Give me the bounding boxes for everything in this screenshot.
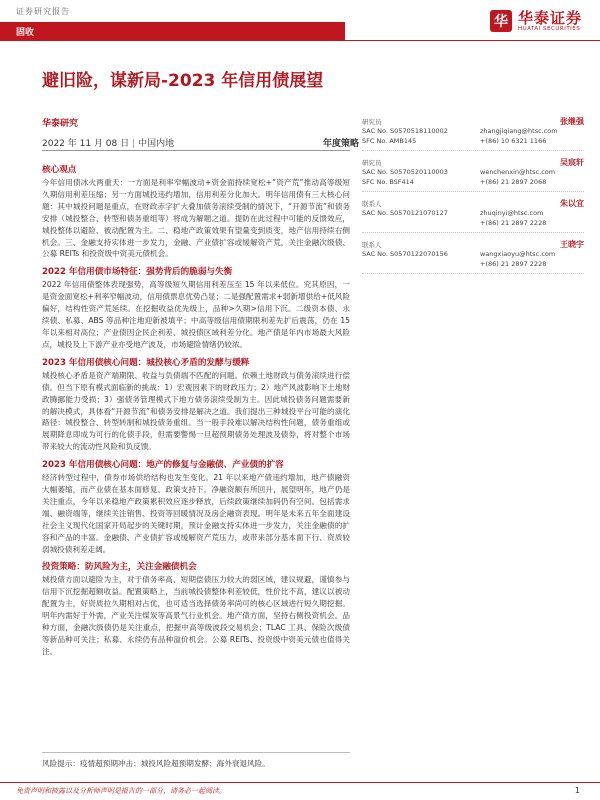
- analyst-phone: +(86) 21 2897 2228: [480, 219, 547, 227]
- section-title: 投资策略：防风险为主，关注金融债机会: [42, 562, 197, 573]
- section-text: 城投核心矛盾是资产端期限、收益与负债端不匹配的问题。依赖土地财政与债务滚续进行偿债。但当下原有模式面临新的挑战：1）宏观因素下的财政压力；2）地产风波影响下土地财政腾挪能力受损；3）强债务管理模式下地方债务滚续受制为主。因此城投债务问题需要新的解决模式，具体看“开源节流”和债务安排是解决之道。我们提出三种城投平台可能的演化路径：城投整合、转型转制和城投债务重组。当一般手段难以解决结构性问题，债务重组或展期降息即成为可行的化债手段，但需要警惕一旦超预期债务处理波及债券，将对整个市场带来较大的流动性风险和负反馈。: [42, 370, 350, 452]
- analyst-name: 吴宸轩: [560, 158, 584, 167]
- section-title: 2023 年信用债核心问题：地产的修复与金融债、产业债的扩容: [42, 460, 284, 471]
- disclaimer-footer: 免责声明和披露以及分析师声明是报告的一部分，请务必一起阅读。: [16, 787, 226, 795]
- risk-warning: 风险提示：疫情超预期冲击；城投风险超预期发酵；海外衰退风险。: [42, 759, 270, 768]
- analyst-name: 张继强: [560, 117, 584, 126]
- brand-logo: [490, 10, 582, 32]
- category-bar: [0, 22, 345, 40]
- analyst-phone: +(86) 21 2897 2228: [480, 260, 547, 268]
- category-label: 固收: [16, 28, 35, 38]
- analyst-phone: +(86) 21 2897 2068: [480, 178, 547, 186]
- analyst-card: [362, 115, 584, 151]
- analyst-name: 朱以宜: [560, 199, 584, 208]
- analyst-card: [362, 156, 584, 192]
- section-title: 核心观点: [42, 165, 77, 175]
- analyst-email[interactable]: wangxiaoyu@htsc.com: [480, 250, 556, 258]
- analyst-role: 联系人: [362, 200, 382, 208]
- analyst-cert: SAC No. S0570520110003: [362, 168, 448, 176]
- section-text: 2022 年信用债整体表现强势，高等级短久期信用利差压至 15 年以来低位。究其原因，一是资金面宽松+利率窄幅波动，信用债票息优势凸显；二是强配置需求+弱新增供给+低风险偏好，结构性资产荒延续。在挖掘收益优先级上，品种>久期>信用下沉。二级资本债、永续债、私募、ABS 等品种注地迎新被填平；中高等级信用债期限利差先扩后震荡，仍在 15 年以来相对高位；产业债因企民企利差、城投债区域利差分化。地产债是年内市场最大风险点，城投及上下游产业亦受地产波及，市场避险情绪仍较浓。: [42, 280, 350, 349]
- report-body: [42, 160, 350, 658]
- footer-divider: [0, 782, 600, 783]
- report-title: 避旧险，谋新局-2023 年信用债展望: [42, 71, 324, 91]
- section-text: 城投债方面以避险为主，对于债务率高、短期偿债压力较大的弱区域，建议规避，谨慎参与信用下沉挖掘超额收益。配置策略上，当前城投债整体利差较低，性价比不高，建议以被动配置为主，好资质拉久期相对占优，也可适当选择债务率尚可的核心区域进行短久期挖掘。明年内需好于外需，产业关注煤炭等高景气行业机会。地产债方面，坚持右侧投资机会。品种方面，金融次级债仍是关注重点，把握中高等级波段交易机会；TLAC 工具、保险次级债等新品种可关注；私募、永续仍有品种溢价机会。公募 REITs、投资级中资美元债也值得关注。: [42, 575, 350, 656]
- page-number: 1: [574, 786, 580, 795]
- analyst-email[interactable]: wenchenxin@htsc.com: [480, 168, 556, 176]
- header-divider: [0, 40, 600, 41]
- section-text: 经济转型过程中，债券市场供给结构也发生变化。21 年以来地产债违约增加，地产债融资大幅萎缩，而产业债在基本面修复、政策支持下，净融资额有所回升，展望明年，地产仍是关注重点，今年以来稳地产政策累积效应逐步释放，后续政策继续加码仍有空间。包括需求端、融资端等，继续关注销售、投资等回暖情况及房企融资表现。明年是未来五年全面建设社会主义现代化国家开局起步的关键时期，预计金融支持实体进一步发力，关注金融债的扩容和产品的丰富。金融债、产业债扩容或缓解资产荒压力，或带来部分基本面下行、资质较弱城投债利差走阔。: [42, 473, 350, 554]
- analyst-cert: SAC No. S0570121070127: [362, 209, 448, 217]
- analyst-role: 联系人: [362, 241, 382, 249]
- analyst-cert: SFC No. AMB145: [362, 137, 417, 145]
- report-type-label: 证券研究报告: [16, 7, 70, 16]
- analyst-email[interactable]: zhangjiqiang@htsc.com: [480, 127, 558, 135]
- analyst-card: [362, 238, 584, 274]
- report-region: 中国内地: [138, 139, 175, 149]
- section-text: 今年信用债冰火两重天：一方面是利率窄幅波动+资金面持续宽松+“资产荒”推动高等级短久期信用利差压缩；另一方面城投违约增加，信用利差分化加大。明年信用债有三大核心问题：其中城投问题是重点，在财政赤字扩大叠加债务滚续受制的情况下，“开源节流”和债务安排（城投整合、转型和债务重组等）将成为解题之道。提防在此过程中可能的反馈效应，城投整体以避险、被动配置为主。二、稳地产政策效果有望量变到质变，地产信用持续右侧机会。三、金融支持实体进一步发力，金融、产业债扩容或缓解资产荒，关注金融次级债、公募 REITs 和投资级中资美元债机会。: [42, 178, 350, 259]
- doc-type: 年度策略: [323, 139, 360, 149]
- section-title: 2023 年信用债核心问题：城投核心矛盾的发酵与缓释: [42, 357, 250, 368]
- analyst-panel: [362, 115, 584, 279]
- analyst-name: 王晓宇: [560, 240, 584, 249]
- logo-mark-icon: 华: [490, 10, 512, 32]
- analyst-card: [362, 197, 584, 233]
- dateline-divider: [42, 150, 350, 151]
- analyst-cert: SAC No. S0570518110002: [362, 127, 448, 135]
- analyst-cert: SAC No. S0570122070156: [362, 250, 448, 258]
- section-title: 2022 年信用债市场特征：强势背后的脆弱与失衡: [42, 267, 233, 278]
- logo-name-en: HUATAI SECURITIES: [517, 26, 581, 32]
- research-org: 华泰研究: [42, 119, 79, 129]
- logo-name-cn: 华泰证券: [517, 9, 582, 27]
- analyst-phone: +(86) 10 6321 1166: [480, 137, 547, 145]
- dateline: 2022 年 11 月 08 日 | 中国内地: [42, 139, 175, 149]
- analyst-role: 研究员: [362, 118, 382, 126]
- analyst-email[interactable]: zhuqinyi@htsc.com: [480, 209, 544, 217]
- analyst-role: 研究员: [362, 159, 382, 167]
- analyst-cert: SFC No. BSF414: [362, 178, 414, 186]
- report-date: 2022 年 11 月 08 日: [42, 139, 130, 149]
- risk-divider: [42, 752, 350, 753]
